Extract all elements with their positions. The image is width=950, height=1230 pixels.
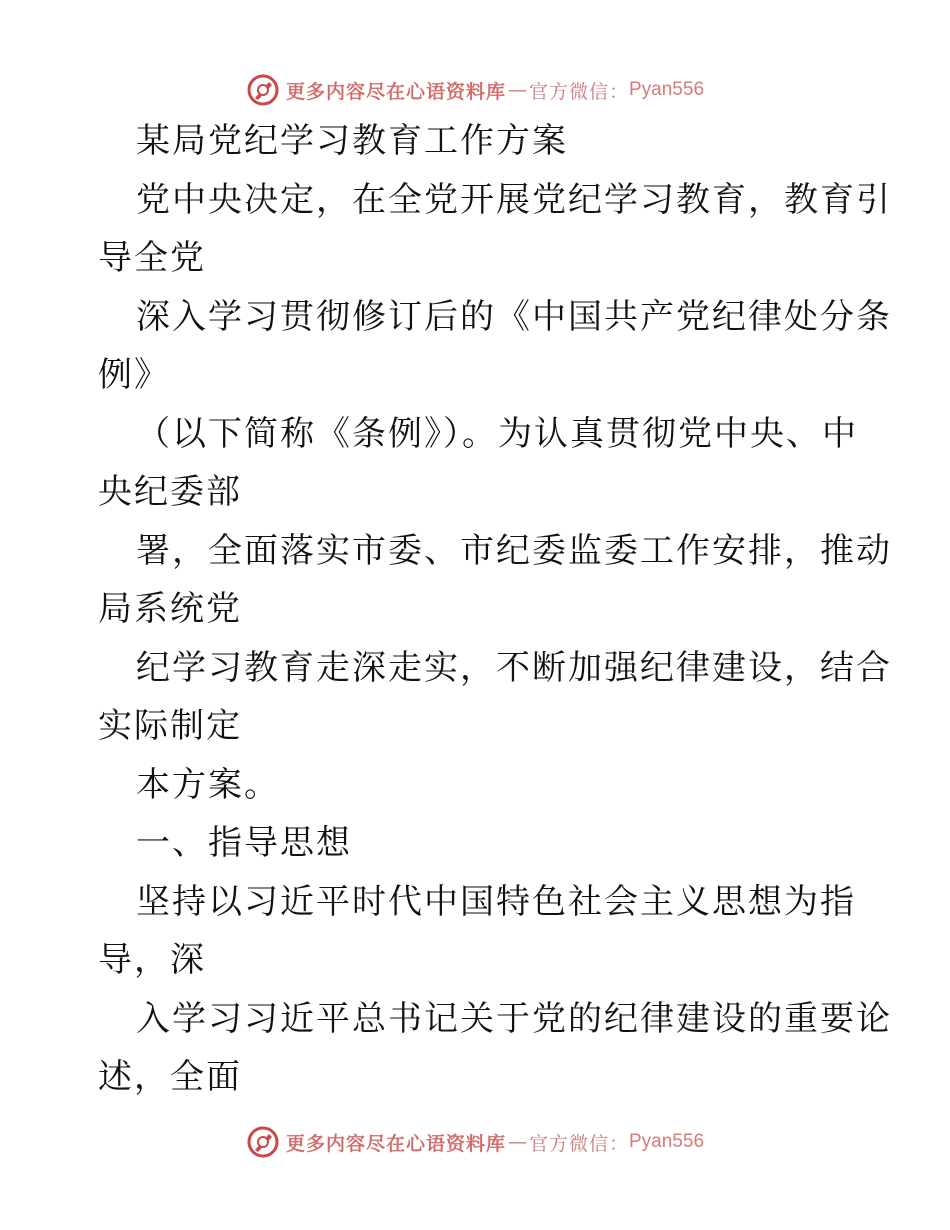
text-line: 央纪委部 bbox=[98, 472, 242, 512]
text-line: （以下简称《条例》）。为认真贯彻党中央、中 bbox=[136, 413, 858, 454]
text-line: 述，全面 bbox=[98, 1057, 242, 1097]
document-title: 某局党纪学习教育工作方案 bbox=[136, 121, 568, 161]
text-line: 导全党 bbox=[98, 238, 206, 278]
text-line: 深入学习贯彻修订后的《中国共产党纪律处分条 bbox=[136, 296, 892, 337]
text-line: 导，深 bbox=[98, 940, 206, 980]
watermark-wechat-label: 官方微信： bbox=[528, 1132, 629, 1155]
text-line: 例》 bbox=[98, 355, 170, 395]
red-quill-seal-icon bbox=[246, 1125, 280, 1159]
red-quill-seal-icon bbox=[246, 73, 280, 107]
watermark-wechat-id: Pyan556 bbox=[629, 79, 705, 100]
text-line: 纪学习教育走深走实，不断加强纪律建设，结合 bbox=[136, 647, 892, 688]
watermark-banner-bottom bbox=[0, 1122, 950, 1162]
text-line: 坚持以习近平时代中国特色社会主义思想为指 bbox=[136, 881, 856, 922]
watermark-brand: 更多内容尽在心语资料库 bbox=[285, 1132, 506, 1155]
section-heading: 一、指导思想 bbox=[136, 823, 352, 863]
watermark-brand: 更多内容尽在心语资料库 bbox=[285, 80, 506, 103]
text-line: 党中央决定，在全党开展党纪学习教育，教育引 bbox=[136, 179, 892, 220]
text-line: 本方案。 bbox=[136, 764, 280, 805]
text-line: 署，全面落实市委、市纪委监委工作安排，推动 bbox=[136, 530, 892, 571]
watermark-separator: — bbox=[507, 1131, 527, 1153]
watermark-banner-top bbox=[0, 70, 950, 110]
watermark-wechat-label: 官方微信： bbox=[528, 80, 629, 103]
text-line: 实际制定 bbox=[98, 706, 242, 746]
text-line: 入学习习近平总书记关于党的纪律建设的重要论 bbox=[136, 998, 892, 1039]
text-line: 局系统党 bbox=[98, 589, 242, 629]
document-body bbox=[98, 112, 892, 1107]
watermark-wechat-id: Pyan556 bbox=[629, 1131, 705, 1152]
watermark-separator: — bbox=[507, 79, 527, 101]
